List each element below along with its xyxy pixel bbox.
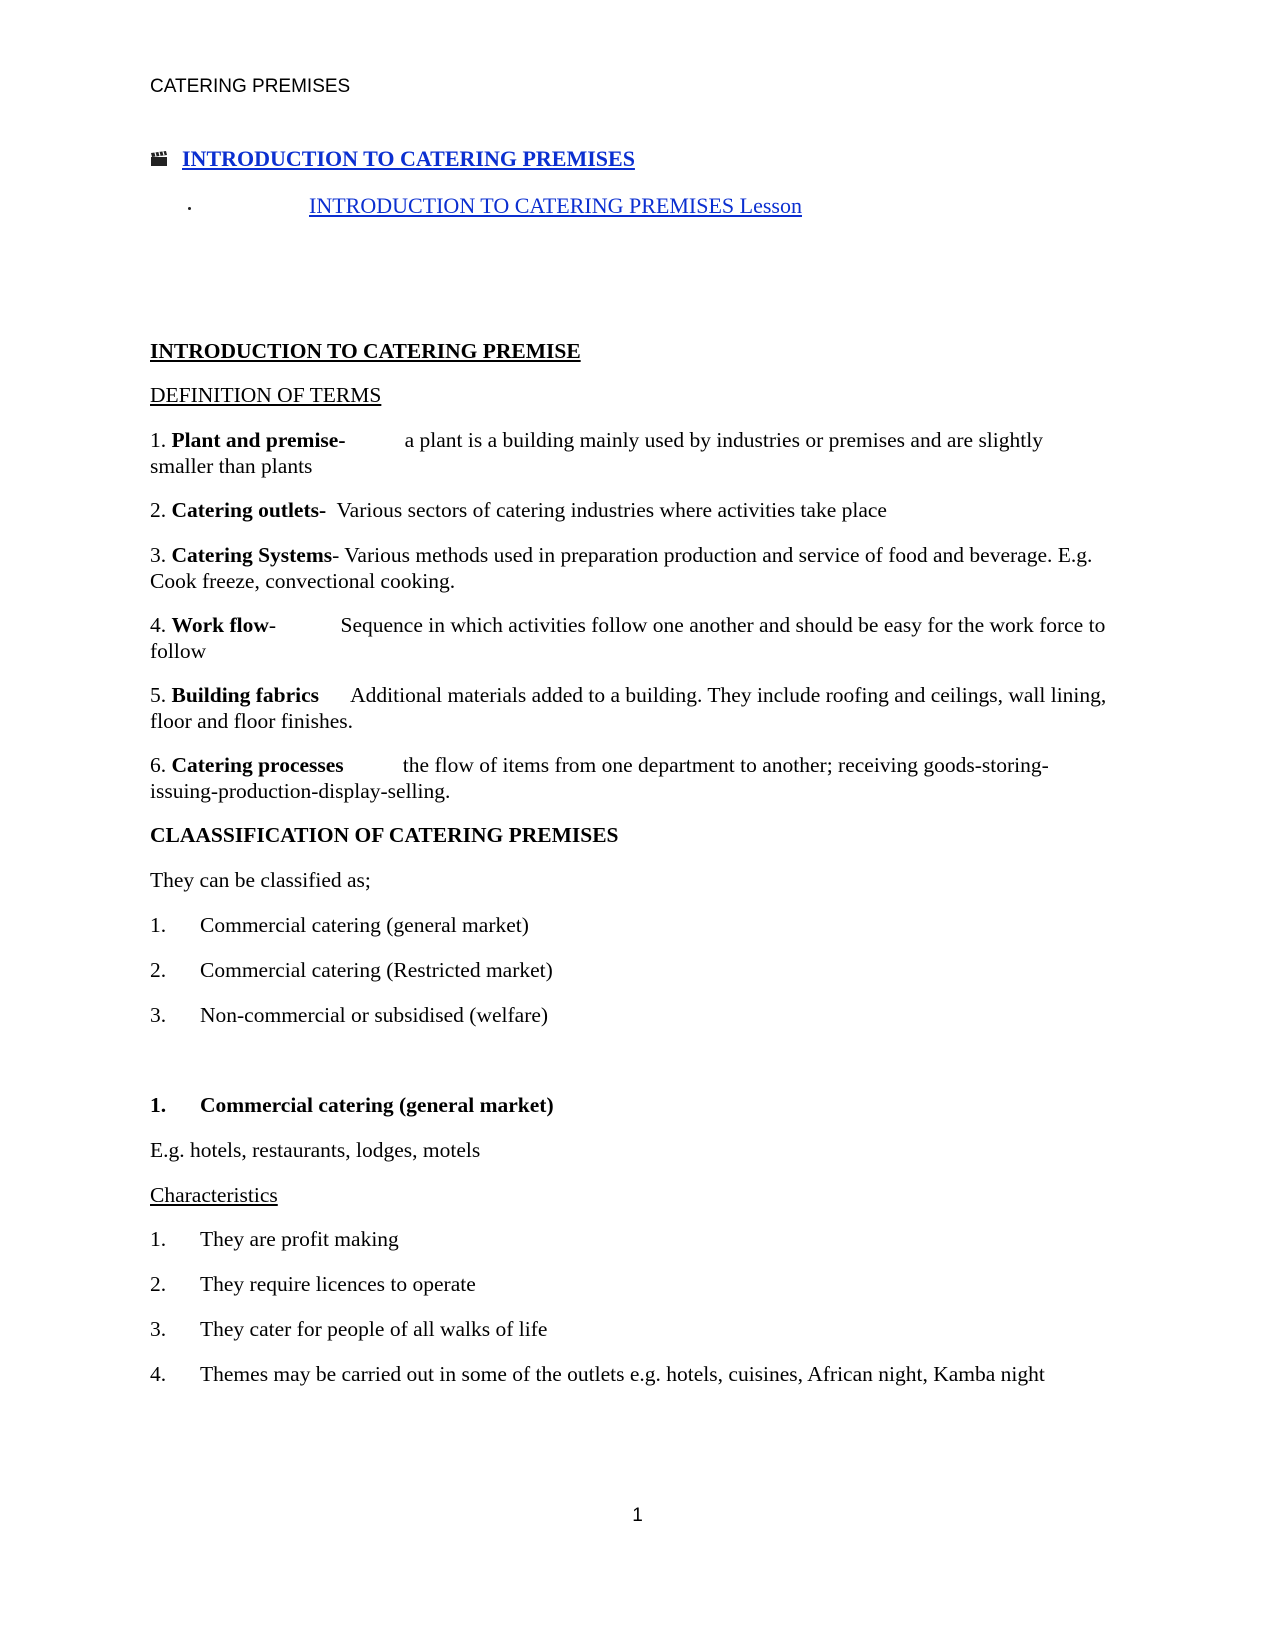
toc-main-link[interactable]: INTRODUCTION TO CATERING PREMISES	[182, 146, 635, 171]
definition-item: 1. Plant and premise- a plant is a building mainly used by industries or premises and are slightly smaller than plants	[150, 428, 1043, 478]
list-item: 3. Non-commercial or subsidised (welfare)	[150, 1003, 549, 1027]
list-item: 3. They cater for people of all walks of life	[150, 1317, 548, 1341]
definition-item: 6. Catering processes the flow of items from one department to another; receiving goods-storing-issuing-production-display-selling.	[150, 753, 1049, 803]
page-number: 1	[632, 1505, 643, 1526]
list-item: 2. They require licences to operate	[150, 1272, 476, 1296]
section-heading: 1. Commercial catering (general market)	[150, 1093, 554, 1117]
list-item: 1. Commercial catering (general market)	[150, 913, 529, 937]
list-item: 2. Commercial catering (Restricted market)	[150, 958, 553, 982]
bullet-dot-icon	[188, 207, 191, 210]
film-clapper-icon	[150, 151, 168, 167]
definition-item: 2. Catering outlets- Various sectors of catering industries where activities take place	[150, 498, 887, 522]
definition-item: 4. Work flow- Sequence in which activities follow one another and should be easy for the work force to follow	[150, 613, 1111, 663]
definitions-heading: DEFINITION OF TERMS	[150, 383, 382, 407]
list-item: 4. Themes may be carried out in some of the outlets e.g. hotels, cuisines, African night, Kamba night	[150, 1362, 1045, 1386]
definition-item: 5. Building fabrics Additional materials added to a building. They include roofing and ceilings, wall lining, floor and floor finishes.	[150, 683, 1107, 733]
toc-sub-entry	[150, 193, 802, 219]
classification-intro: They can be classified as;	[150, 868, 371, 892]
list-item: 1. They are profit making	[150, 1227, 399, 1251]
characteristics-heading: Characteristics	[150, 1183, 278, 1207]
definition-item: 3. Catering Systems- Various methods used in preparation production and service of food and beverage. E.g. Cook freeze, convectional cooking.	[150, 543, 1093, 593]
document-title: INTRODUCTION TO CATERING PREMISE	[150, 339, 581, 363]
toc-main-entry	[150, 146, 635, 172]
section-examples: E.g. hotels, restaurants, lodges, motels	[150, 1138, 481, 1162]
page-header: CATERING PREMISES	[150, 76, 351, 97]
toc-sub-link[interactable]: INTRODUCTION TO CATERING PREMISES Lesson	[309, 193, 802, 218]
classification-heading: CLAASSIFICATION OF CATERING PREMISES	[150, 823, 619, 847]
